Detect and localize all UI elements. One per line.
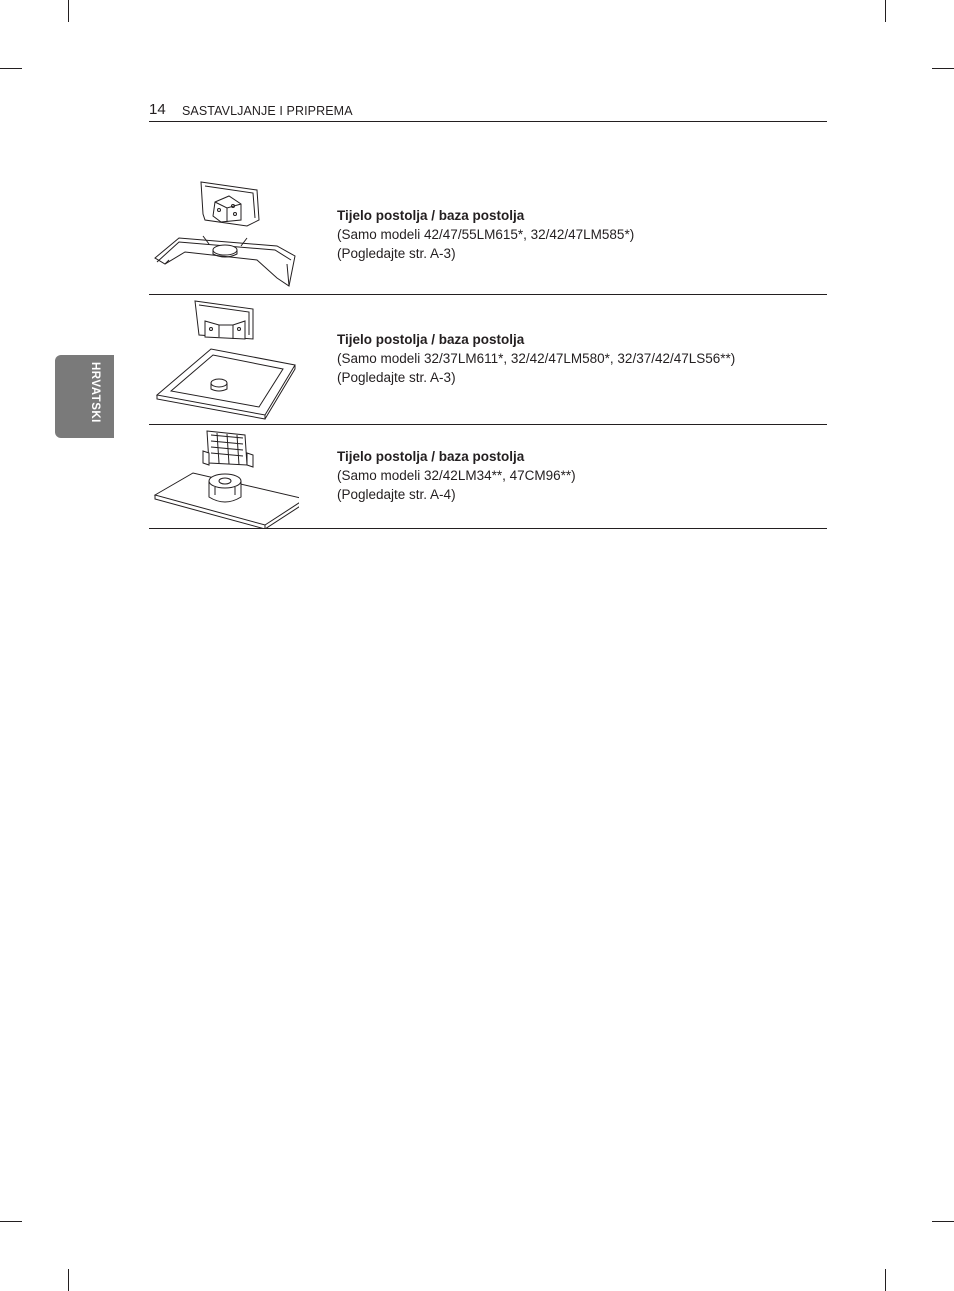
item-models: (Samo modeli 42/47/55LM615*, 32/42/47LM585*) <box>337 227 635 242</box>
item-title: Tijelo postolja / baza postolja <box>337 208 525 223</box>
item-title: Tijelo postolja / baza postolja <box>337 449 525 464</box>
crop-mark <box>68 1269 69 1291</box>
crop-mark <box>932 68 954 69</box>
crop-mark <box>0 68 22 69</box>
crop-mark <box>0 1221 22 1222</box>
page-number: 14 <box>149 101 166 118</box>
list-item <box>149 180 827 295</box>
item-reference: (Pogledajte str. A-3) <box>337 246 456 261</box>
item-text <box>337 447 576 504</box>
crop-mark <box>932 1221 954 1222</box>
stand-type-1-icon <box>149 180 299 294</box>
item-title: Tijelo postolja / baza postolja <box>337 332 525 347</box>
crop-mark <box>68 0 69 22</box>
item-models: (Samo modeli 32/37LM611*, 32/42/47LM580*, 32/37/42/47LS56**) <box>337 351 736 366</box>
item-text <box>337 330 735 387</box>
crop-mark <box>885 0 886 22</box>
stand-type-2-icon <box>149 295 299 424</box>
item-reference: (Pogledajte str. A-4) <box>337 487 456 502</box>
page-header <box>149 100 827 122</box>
list-item <box>149 295 827 425</box>
list-item <box>149 425 827 529</box>
item-models: (Samo modeli 32/42LM34**, 47CM96**) <box>337 468 576 483</box>
item-reference: (Pogledajte str. A-3) <box>337 370 456 385</box>
section-title: SASTAVLJANJE I PRIPREMA <box>182 104 353 118</box>
stand-type-3-icon <box>149 425 299 528</box>
language-tab-label: HRVATSKI <box>89 362 101 423</box>
crop-mark <box>885 1269 886 1291</box>
item-text <box>337 206 634 263</box>
language-tab <box>55 355 114 438</box>
